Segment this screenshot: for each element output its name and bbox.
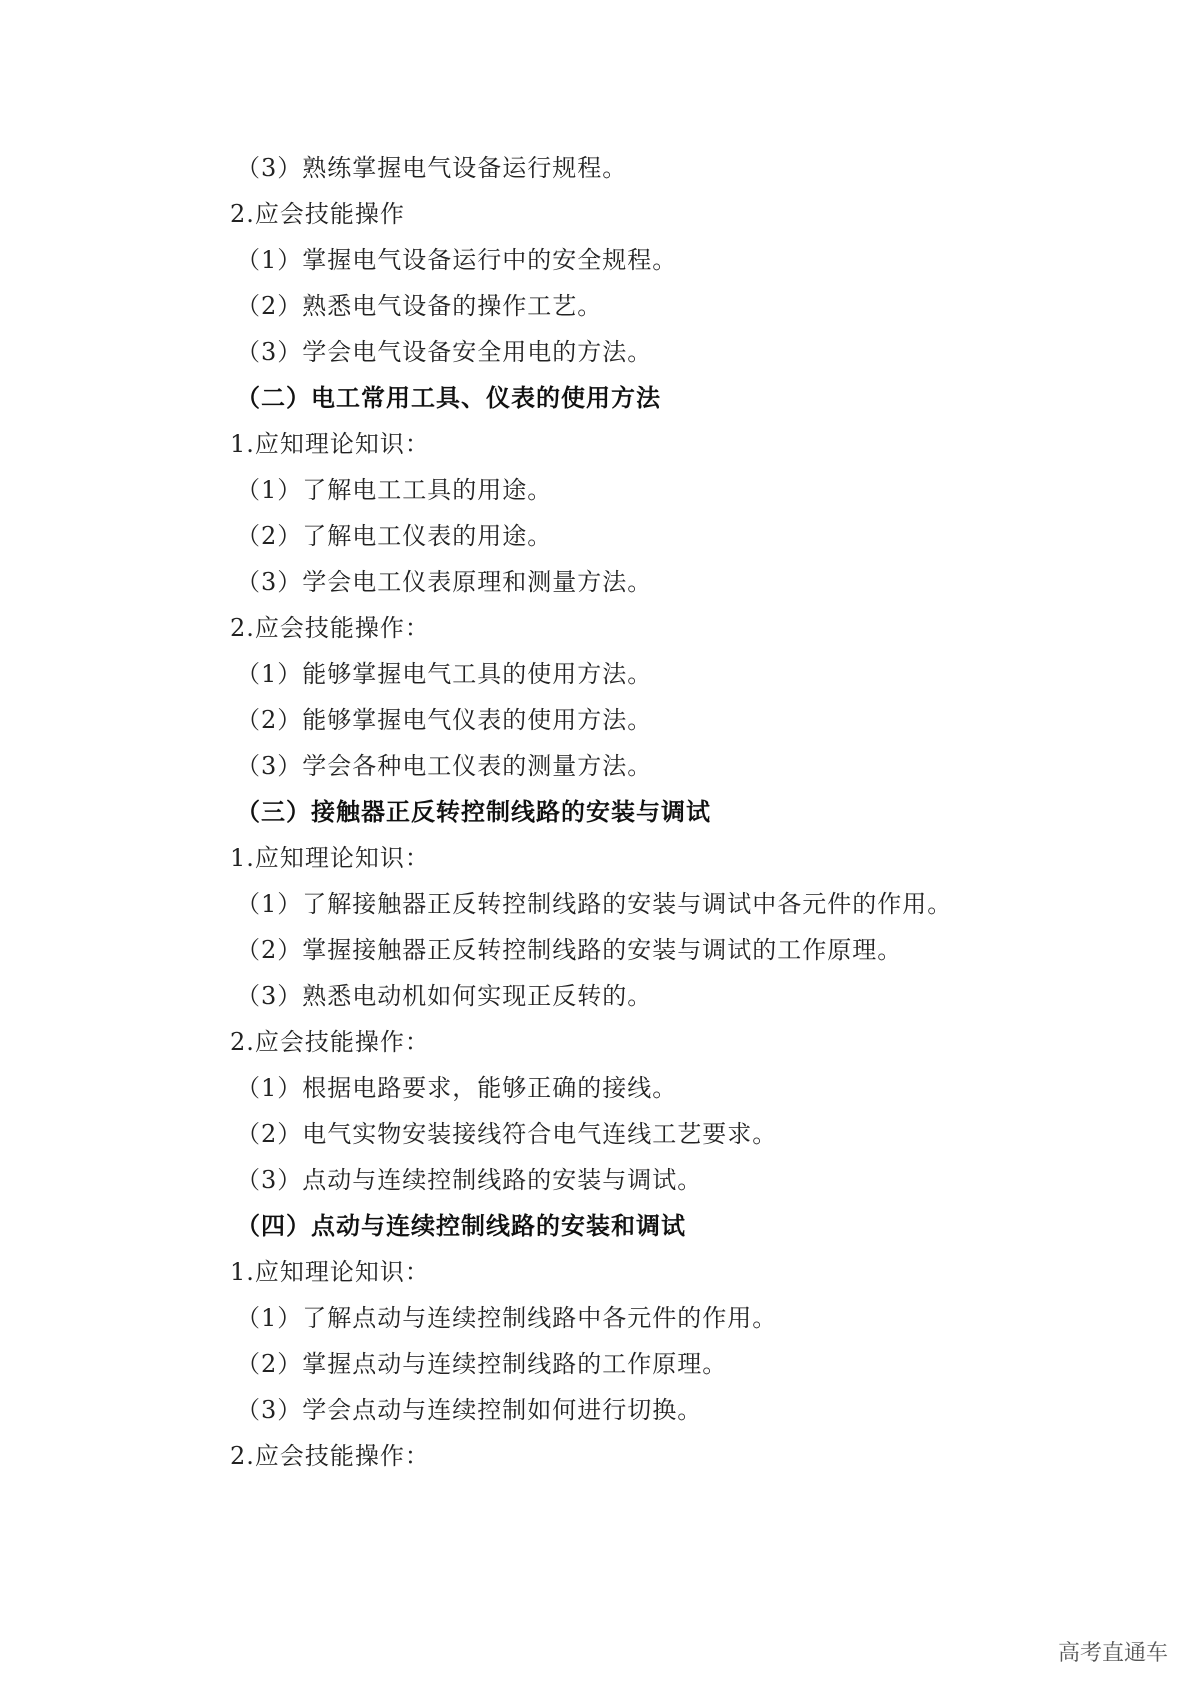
list-item: （3）熟悉电动机如何实现正反转的。 bbox=[236, 982, 653, 1010]
list-item: （2）熟悉电气设备的操作工艺。 bbox=[236, 292, 603, 320]
list-item: （2）掌握接触器正反转控制线路的安装与调试的工作原理。 bbox=[236, 936, 903, 964]
list-item: （2）能够掌握电气仪表的使用方法。 bbox=[236, 706, 653, 734]
section-heading: （二）电工常用工具、仪表的使用方法 bbox=[236, 384, 661, 412]
watermark: 高考直通车 bbox=[1057, 1641, 1168, 1666]
list-item: （3）学会电气设备安全用电的方法。 bbox=[236, 338, 653, 366]
section-heading: （四）点动与连续控制线路的安装和调试 bbox=[236, 1212, 686, 1240]
subsection-label: 2.应会技能操作： bbox=[230, 614, 430, 642]
list-item: （1）了解电工工具的用途。 bbox=[236, 476, 553, 504]
list-item: （2）掌握点动与连续控制线路的工作原理。 bbox=[236, 1350, 728, 1378]
list-item: （2）电气实物安装接线符合电气连线工艺要求。 bbox=[236, 1120, 778, 1148]
subsection-label: 1.应知理论知识： bbox=[230, 430, 430, 458]
subsection-label: 1.应知理论知识： bbox=[230, 844, 430, 872]
section-heading: （三）接触器正反转控制线路的安装与调试 bbox=[236, 798, 711, 826]
list-item: （3）学会电工仪表原理和测量方法。 bbox=[236, 568, 653, 596]
list-item: （1）了解点动与连续控制线路中各元件的作用。 bbox=[236, 1304, 778, 1332]
list-item: （3）学会点动与连续控制如何进行切换。 bbox=[236, 1396, 703, 1424]
subsection-label: 1.应知理论知识： bbox=[230, 1258, 430, 1286]
subsection-label: 2.应会技能操作： bbox=[230, 1028, 430, 1056]
list-item: （3）学会各种电工仪表的测量方法。 bbox=[236, 752, 653, 780]
list-item: （1）了解接触器正反转控制线路的安装与调试中各元件的作用。 bbox=[236, 890, 953, 918]
list-item: （1）掌握电气设备运行中的安全规程。 bbox=[236, 246, 678, 274]
list-item: （3）点动与连续控制线路的安装与调试。 bbox=[236, 1166, 703, 1194]
list-item: （1）能够掌握电气工具的使用方法。 bbox=[236, 660, 653, 688]
list-item: （1）根据电路要求，能够正确的接线。 bbox=[236, 1074, 678, 1102]
list-item: （3）熟练掌握电气设备运行规程。 bbox=[236, 154, 628, 182]
list-item: （2）了解电工仪表的用途。 bbox=[236, 522, 553, 550]
subsection-label: 2.应会技能操作： bbox=[230, 1442, 430, 1470]
subsection-label: 2.应会技能操作 bbox=[230, 200, 405, 228]
